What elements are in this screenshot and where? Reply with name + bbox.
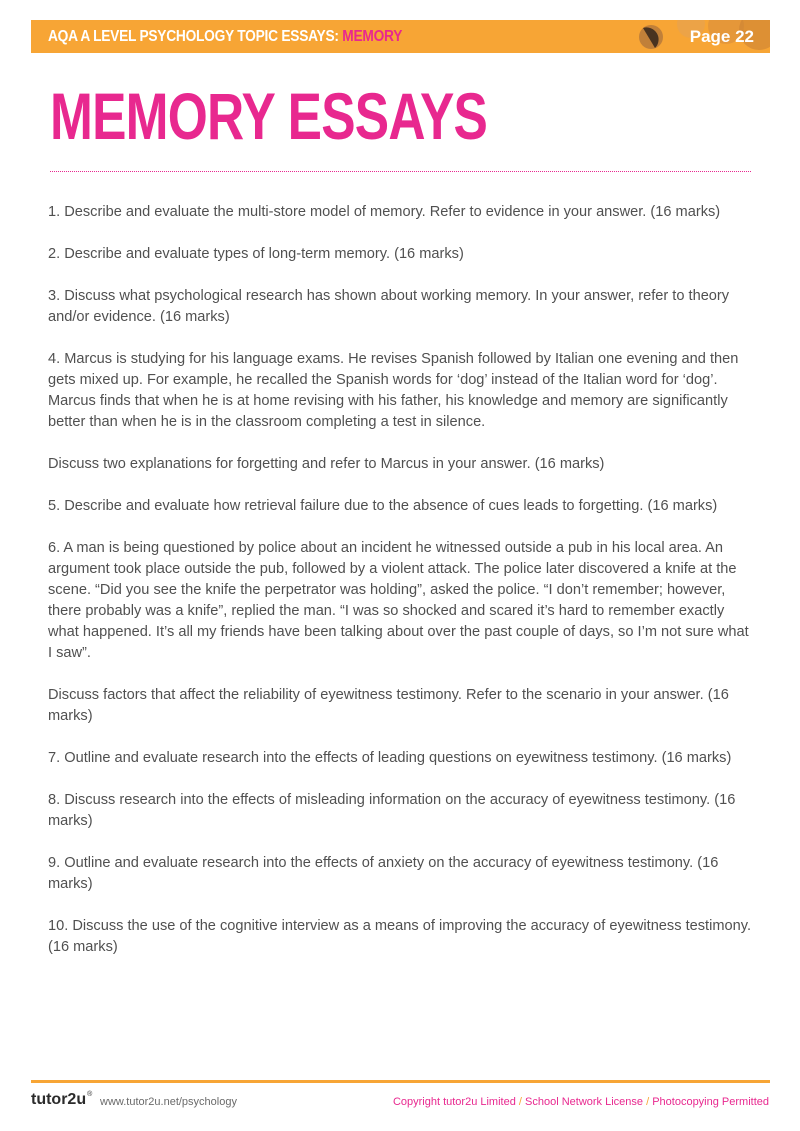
logo-text: tutor2u (31, 1091, 87, 1108)
question-item: 4. Marcus is studying for his language exams. He revises Spanish followed by Italian one evening and then gets mixed up. For example, he recalled the Spanish words for ‘dog’ instead of the Italian word for ‘dog’. Marcus finds that when he is at home revising with his father, his knowledge and memory are significantly better than when he is in the classroom completing a test in silence. (48, 351, 739, 430)
header-title (48, 28, 402, 46)
tutor2u-logo (31, 1091, 92, 1109)
question-item: 6. A man is being questioned by police about an incident he witnessed outside a pub in his local area. An argument took place outside the pub, followed by a violent attack. The police later discovered a knife at the scene. “Did you see the knife the perpetrator was holding”, asked the police. “I don’t remember; however, there probably was a knife”, replied the man. “I was so shocked and scared it’s hard to remember exactly what happened. It’s all my friends have been talking about over the past couple of days, so I’m not sure what I saw”. (48, 540, 749, 661)
question-item: 8. Discuss research into the effects of misleading information on the accuracy of eyewitness testimony. (16 marks) (48, 792, 736, 829)
question-item: 3. Discuss what psychological research has shown about working memory. In your answer, refer to theory and/or evidence. (16 marks) (48, 288, 730, 325)
copyright-license: School Network License (525, 1096, 644, 1108)
header-title-topic: MEMORY (342, 28, 403, 45)
logo-registered-mark: ® (87, 1091, 93, 1098)
title-divider (50, 171, 751, 172)
header-bar (31, 20, 770, 53)
question-item: 2. Describe and evaluate types of long-term memory. (16 marks) (48, 246, 464, 262)
copyright-separator: / (643, 1096, 653, 1108)
question-item: 1. Describe and evaluate the multi-store model of memory. Refer to evidence in your answer. (16 marks) (48, 204, 721, 220)
question-item: Discuss two explanations for forgetting and refer to Marcus in your answer. (16 marks) (48, 456, 605, 472)
page-title: MEMORY ESSAYS (50, 79, 488, 153)
question-item: Discuss factors that affect the reliability of eyewitness testimony. Refer to the scenario in your answer. (16 marks) (48, 687, 729, 724)
question-item: 5. Describe and evaluate how retrieval failure due to the absence of cues leads to forgetting. (16 marks) (48, 498, 718, 514)
footer-url: www.tutor2u.net/psychology (100, 1096, 237, 1108)
copyright-owner: Copyright tutor2u Limited (392, 1096, 516, 1108)
footer-divider (31, 1080, 770, 1083)
copyright-photocopy: Photocopying Permitted (652, 1096, 769, 1108)
page-number: Page 22 (689, 27, 754, 46)
footer-copyright (393, 1096, 769, 1108)
question-item: 9. Outline and evaluate research into the effects of anxiety on the accuracy of eyewitness testimony. (16 marks) (48, 855, 719, 892)
question-item: 10. Discuss the use of the cognitive interview as a means of improving the accuracy of eyewitness testimony. (16 marks) (48, 918, 751, 955)
question-item: 7. Outline and evaluate research into the effects of leading questions on eyewitness testimony. (16 marks) (48, 750, 732, 766)
copyright-separator: / (515, 1096, 526, 1108)
questions-list (48, 202, 753, 979)
header-title-prefix: AQA A LEVEL PSYCHOLOGY TOPIC ESSAYS: (48, 28, 343, 45)
